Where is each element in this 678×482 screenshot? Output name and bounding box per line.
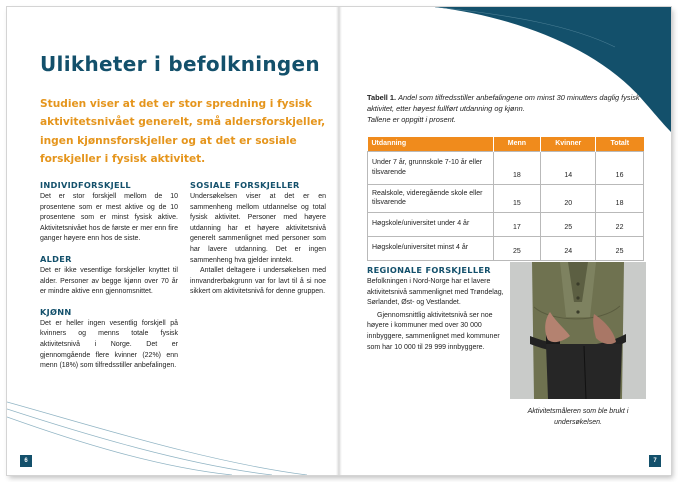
table-cell: 24 xyxy=(541,236,596,260)
table-cell: 18 xyxy=(596,184,644,212)
col-header-kvinner: Kvinner xyxy=(541,137,596,151)
section-text-alder: Det er ikke vesentlige forskjeller knyttet til alder. Personer av begge kjønn over 70 år er mindre aktive enn gjennomsnittet. xyxy=(40,266,178,296)
table-row xyxy=(368,151,644,184)
col-header-utdanning: Utdanning xyxy=(368,137,494,151)
section-heading-individforskjell: INDIVIDFORSKJELL xyxy=(40,180,131,190)
section-heading-sosiale: SOSIALE FORSKJELLER xyxy=(190,180,300,190)
section-text-individforskjell: Det er stor forskjell mellom de 10 prosentene som er mest aktive og de 10 prosentene som er minst fysisk aktive. Aktivitetsnivået hos de første er mer enn fire ganger høyere enn hos de siste. xyxy=(40,193,178,243)
brochure-spread xyxy=(7,7,671,475)
table-cell: 22 xyxy=(596,212,644,236)
table-cell: 25 xyxy=(596,236,644,260)
table-cell: 14 xyxy=(541,151,596,184)
photo-caption: Aktivitetsmåleren som ble brukt i undersøkelsen. xyxy=(527,408,629,426)
section-text-regionale: Befolkningen i Nord-Norge har et lavere aktivitetsnivå sammenlignet med Trøndelag, Sørlandet, Øst- og Vestlandet. xyxy=(367,278,504,307)
table-header-row xyxy=(368,137,644,151)
section-text-sosiale: Undersøkelsen viser at det er en sammenheng mellom utdannelse og total fysisk aktivitet. Personer med høyere utdanning har et høyere aktivitetsnivå generelt sammenlignet med personer som har lavere utdanning. Det er ingen sammenheng hva gjelder inntekt. xyxy=(190,193,326,264)
table-cell: 25 xyxy=(493,236,541,260)
table-cell: Høgskole/universitet minst 4 år xyxy=(368,236,494,260)
section-heading-kjonn: KJØNN xyxy=(40,306,72,317)
col-header-menn: Menn xyxy=(493,137,541,151)
section-text-sosiale-2: Antallet deltagere i undersøkelsen med innvandrerbakgrunn var for lavt til å si noe sikkert om aktivitetsnivå for denne gruppen. xyxy=(190,267,326,296)
left-page xyxy=(7,7,338,475)
table-cell: 25 xyxy=(541,212,596,236)
table-cell: 20 xyxy=(541,184,596,212)
page-title: Ulikheter i befolkningen xyxy=(40,52,320,76)
table-caption-text: Andel som tilfredsstiller anbefalingene om minst 30 minutters daglig fysisk aktivitet, etter høyest fullført utdanning og kjønn. xyxy=(367,93,640,113)
table-cell: 18 xyxy=(493,151,541,184)
section-heading-regionale: REGIONALE FORSKJELLER xyxy=(367,265,491,275)
regional-column xyxy=(367,265,506,355)
section-text-kjonn: Det er heller ingen vesentlig forskjell på kvinners og menns totale fysisk aktivitetsnivå i Norge. Det er gjennomgående flere kvinner (22%) enn menn (18%) som tilfredsstiller anbefalingen. xyxy=(40,319,178,370)
table-row xyxy=(368,184,644,212)
table-caption-note: Tallene er oppgitt i prosent. xyxy=(367,114,456,124)
table-cell: Høgskole/universitet under 4 år xyxy=(368,212,494,236)
section-text-regionale-2: Gjennomsnittlig aktivitetsnivå ser noe høyere i kommuner med over 30 000 innbyggere, sammenlignet med kommuner som har 10 000 til 29 999 innbyggere. xyxy=(367,311,500,351)
activity-table xyxy=(367,137,644,261)
lead-paragraph: Studien viser at det er stor spredning i fysisk aktivitetsnivået generelt, små aldersforskjeller, ingen kjønnsforskjeller og at det er sosiale forskjeller i fysisk aktivitet. xyxy=(40,98,326,166)
table-row xyxy=(368,236,644,260)
table-cell: Under 7 år, grunnskole 7-10 år eller tilsvarende xyxy=(368,151,494,184)
table-row xyxy=(368,212,644,236)
col-header-totalt: Totalt xyxy=(596,137,644,151)
activity-monitor-photo xyxy=(510,262,646,399)
table-cell: 15 xyxy=(493,184,541,212)
table-cell: Realskole, videregående skole eller tilsvarende xyxy=(368,184,494,212)
table-caption-label: Tabell 1. xyxy=(367,93,397,102)
table-caption xyxy=(367,93,657,125)
table-cell: 17 xyxy=(493,212,541,236)
page-number-left: 6 xyxy=(20,455,32,467)
table-cell: 16 xyxy=(596,151,644,184)
page-number-right: 7 xyxy=(649,455,661,467)
right-column xyxy=(190,180,326,307)
right-page xyxy=(340,7,671,475)
left-column xyxy=(40,180,178,381)
section-heading-alder: ALDER xyxy=(40,253,72,264)
